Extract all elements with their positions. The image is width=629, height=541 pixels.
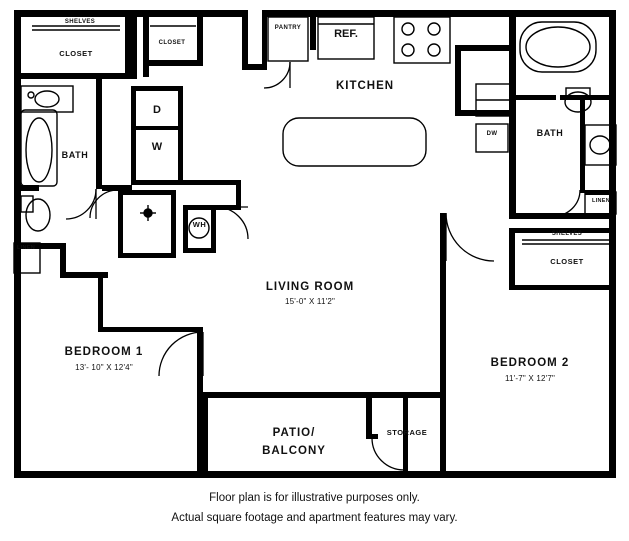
label-washer: W <box>151 141 163 153</box>
label-patio-balcony-line1: PATIO/ <box>272 427 316 439</box>
label-bath-left: BATH <box>61 150 89 160</box>
label-living-room: LIVING ROOM <box>265 281 355 293</box>
label-closet-top-mid: CLOSET <box>158 40 186 46</box>
label-storage: STORAGE <box>386 428 428 437</box>
label-dishwasher: DW <box>486 131 498 137</box>
label-refrigerator: REF. <box>334 28 358 40</box>
disclaimer-line-2: Actual square footage and apartment features may vary. <box>171 512 458 524</box>
label-dryer: D <box>153 104 161 116</box>
label-water-heater: WH <box>192 220 207 229</box>
label-pantry: PANTRY <box>274 25 302 31</box>
label-shelves-right: SHELVES <box>551 231 583 237</box>
label-bedroom-1-dimensions: 13'- 10" X 12'4" <box>75 363 133 372</box>
label-kitchen: KITCHEN <box>335 80 395 92</box>
door-swings <box>66 62 580 470</box>
label-closet-top-left: CLOSET <box>59 49 93 58</box>
label-patio-balcony-line2: BALCONY <box>262 445 326 457</box>
label-living-room-dimensions: 15'-0" X 11'2" <box>284 297 336 306</box>
label-linen-right: LINEN <box>592 198 610 204</box>
label-bedroom-1: BEDROOM 1 <box>64 346 144 358</box>
label-bath-right: BATH <box>536 128 564 138</box>
label-bedroom-2: BEDROOM 2 <box>490 357 570 369</box>
label-closet-right: CLOSET <box>550 257 584 266</box>
label-shelves-top-left: SHELVES <box>64 19 96 25</box>
label-bedroom-2-dimensions: 11'-7" X 12'7" <box>504 374 556 383</box>
disclaimer-line-1: Floor plan is for illustrative purposes only. <box>209 492 420 504</box>
label-linen-left: LINEN <box>17 245 35 251</box>
